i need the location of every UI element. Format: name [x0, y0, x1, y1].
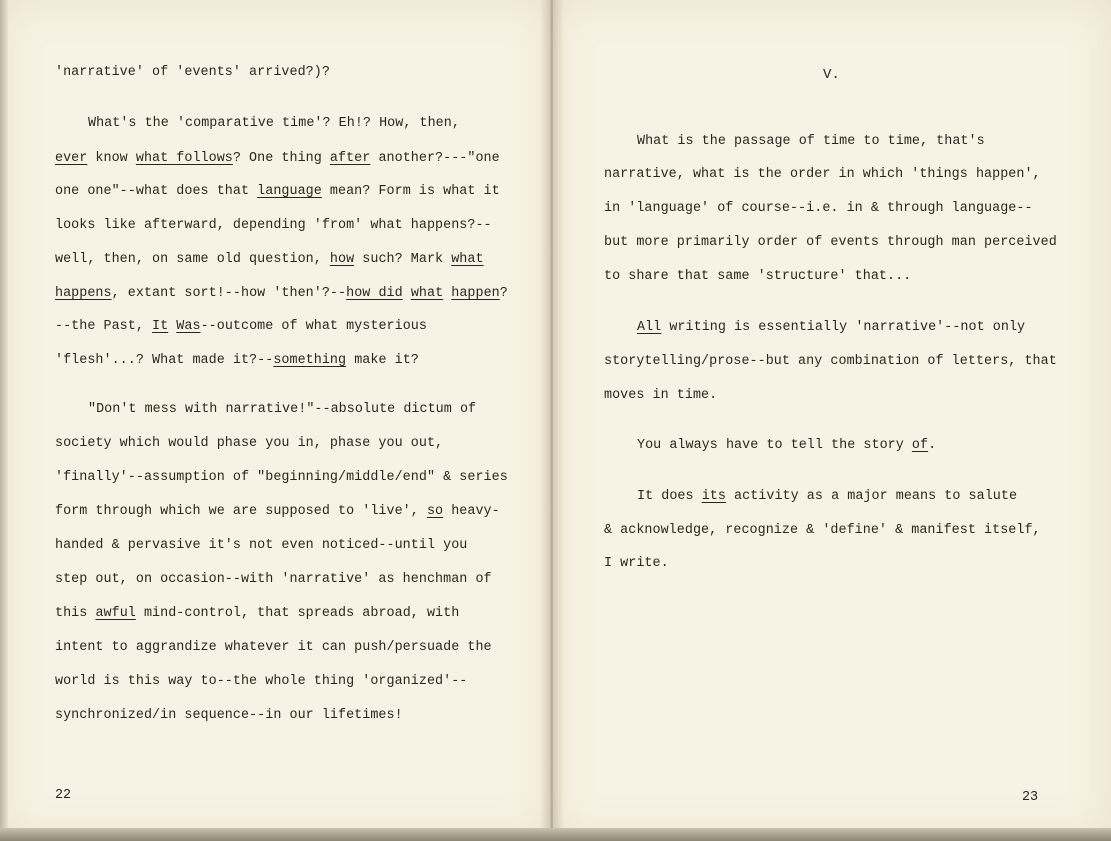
left-page-number: 22 [55, 788, 72, 803]
right-line-7: storytelling/prose--but any combination of letters, that [604, 354, 1057, 369]
left-line-11: society which would phase you in, phase you out, [55, 436, 444, 451]
right-line-8: moves in time. [604, 388, 718, 403]
left-line-18: world is this way to--the whole thing 'organized'-- [55, 674, 468, 689]
left-line-13: form through which we are supposed to 'live', so heavy- [55, 504, 500, 519]
left-line-8: --the Past, It Was--outcome of what mysterious [55, 319, 427, 334]
left-line-17: intent to aggrandize whatever it can push/persuade the [55, 640, 492, 655]
left-line-7: happens, extant sort!--how 'then'?--how did what happen? [55, 286, 508, 301]
page-bottom-edge [0, 828, 1111, 841]
right-line-3: in 'language' of course--i.e. in & through language-- [604, 201, 1033, 216]
right-line-11: & acknowledge, recognize & 'define' & manifest itself, [604, 523, 1041, 538]
right-page-number: 23 [1022, 790, 1039, 805]
right-line-6: All writing is essentially 'narrative'--not only [637, 320, 1026, 335]
left-line-19: synchronized/in sequence--in our lifetimes! [55, 708, 403, 723]
left-line-6: well, then, on same old question, how such? Mark what [55, 252, 484, 267]
left-line-2: What's the 'comparative time'? Eh!? How, then, [88, 116, 460, 131]
right-page [552, 0, 1111, 838]
left-line-5: looks like afterward, depending 'from' what happens?-- [55, 218, 492, 233]
right-line-12: I write. [604, 556, 669, 571]
right-line-4: but more primarily order of events through man perceived [604, 235, 1057, 250]
left-line-16: this awful mind-control, that spreads abroad, with [55, 606, 460, 621]
right-line-10: It does its activity as a major means to salute [637, 489, 1018, 504]
left-line-12: 'finally'--assumption of "beginning/middle/end" & series [55, 470, 508, 485]
right-line-1: What is the passage of time to time, that's [637, 134, 985, 149]
book-gutter [540, 0, 564, 838]
left-line-3: ever know what follows? One thing after another?---"one [55, 151, 500, 166]
section-heading: V. [823, 67, 840, 83]
page-edge [0, 0, 8, 838]
right-line-5: to share that same 'structure' that... [604, 269, 912, 284]
right-line-2: narrative, what is the order in which 'things happen', [604, 167, 1041, 182]
left-line-9: 'flesh'...? What made it?--something make it? [55, 353, 419, 368]
left-line-15: step out, on occasion--with 'narrative' as henchman of [55, 572, 492, 587]
left-line-1: 'narrative' of 'events' arrived?)? [55, 65, 330, 80]
left-line-4: one one"--what does that language mean? Form is what it [55, 184, 500, 199]
left-line-14: handed & pervasive it's not even noticed--until you [55, 538, 468, 553]
left-line-10: "Don't mess with narrative!"--absolute dictum of [88, 402, 477, 417]
right-line-9: You always have to tell the story of. [637, 438, 937, 453]
